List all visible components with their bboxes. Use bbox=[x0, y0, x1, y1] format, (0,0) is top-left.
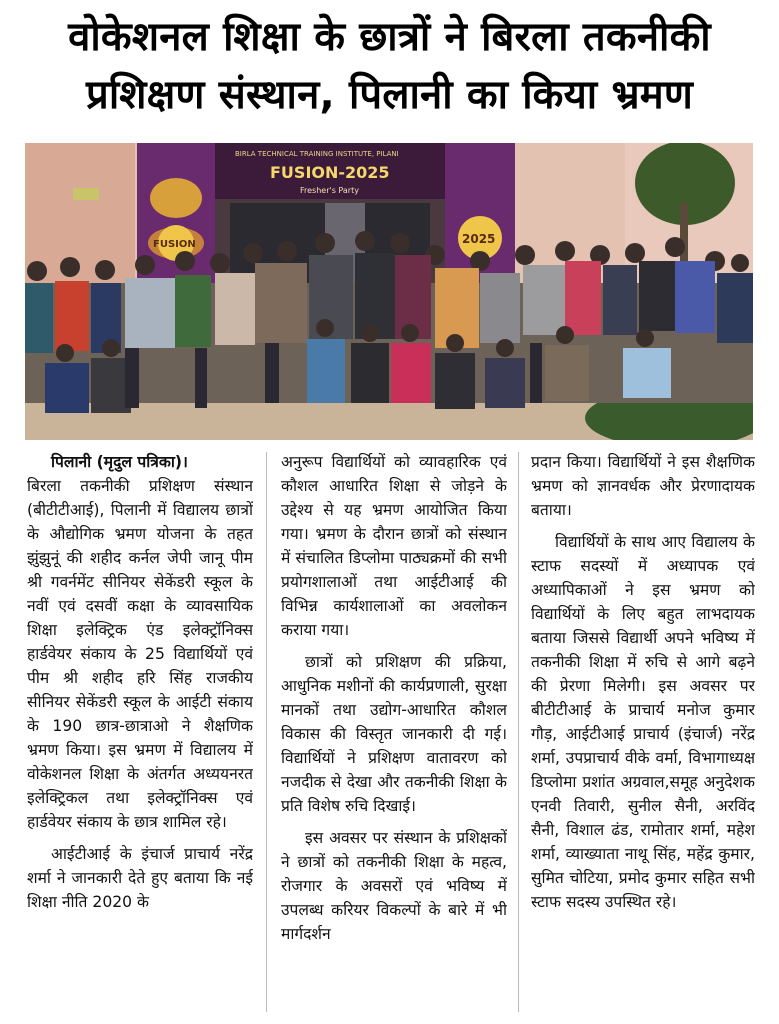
dateline: पिलानी (मृदुल पत्रिका)। bbox=[51, 453, 188, 471]
col1-paragraph-2: आईटीआई के इंचार्ज प्राचार्य नरेंद्र शर्मा ने जानकारी देते हुए बताया कि नई शिक्षा नीति 2020 के bbox=[27, 845, 253, 911]
col1-paragraph-1: बिरला तकनीकी प्रशिक्षण संस्थान (बीटीटीआई), पिलानी में विद्यालय छात्रों के औद्योगिक भ्रमण योजना के तहत झुंझुनूं की शहीद कर्नल जेपी जानू पीम श्री गवर्नमेंट सीनियर सेकेंडरी स्कूल के नवीं एवं दसवीं कक्षा के व्यावसायिक शिक्षा इलेक्ट्रिक एंड इलेक्ट्रॉनिक्स हार्डवेयर संकाय के 25 विद्यार्थियों एवं पीम श्री शहीद हरि सिंह राजकीय सीनियर सेकेंडरी स्कूल के आईटी संकाय के 190 छात्र-छात्राओ ने शैक्षणिक भ्रमण किया। इस भ्रमण में विद्यालय में वोकेशनल शिक्षा के अंतर्गत अध्ययनरत इलेक्ट्रिकल तथा इलेक्ट्रॉनिक्स एवं हार्डवेयर संकाय के छात्र शामिल रहे। bbox=[27, 477, 253, 831]
headline-line-1: वोकेशनल शिक्षा के छात्रों ने बिरला तकनीकी bbox=[68, 14, 711, 60]
col2-paragraph-3: इस अवसर पर संस्थान के प्रशिक्षकों ने छात्रों को तकनीकी शिक्षा के महत्व, रोजगार के अवसरों एवं भविष्य में उपलब्ध करियर विकल्पों के बारे में भी मार्गदर्शन bbox=[281, 829, 507, 943]
sign-sub-text: Fresher's Party bbox=[300, 186, 359, 195]
banner-left-text: FUSION bbox=[153, 239, 196, 250]
article-column-3 bbox=[531, 450, 755, 1020]
col3-paragraph-2: विद्यार्थियों के साथ आए विद्यालय के स्टाफ सदस्यों में अध्यापक एवं अध्यापिकाओं ने इस भ्रमण को विद्यार्थियों के लिए बहुत लाभदायक बताया जिससे विद्यार्थी अपने भविष्य में तकनीकी शिक्षा में रुचि से आगे बढ़ने की प्रेरणा मिलेगी। इस अवसर पर बीटीटीआई के प्राचार्य मनोज कुमार गौड़, आईटीआई प्राचार्य (इंचार्ज) नरेंद्र शर्मा, उपप्राचार्य वीके वर्मा, विभागाध्यक्ष डिप्लोमा प्रशांत अग्रवाल,समूह अनुदेशक एनवी तिवारी, सुनील सैनी, अरविंद सैनी, विशाल ढंड, रामोतार शर्मा, महेश शर्मा, व्याख्याता नाथू सिंह, महेंद्र कुमार, सुमित चोटिया, प्रमोद कुमार सहित सभी स्टाफ सदस्य उपस्थित रहे। bbox=[531, 533, 755, 911]
article-column-2 bbox=[281, 450, 507, 1020]
article-column-1 bbox=[27, 450, 253, 1020]
col2-paragraph-2: छात्रों को प्रशिक्षण की प्रक्रिया, आधुनिक मशीनों की कार्यप्रणाली, सुरक्षा मानकों तथा उद्योग-आधारित कौशल विकास की विस्तृत जानकारी दी गई। विद्यार्थियों ने प्रशिक्षण वातावरण को नजदीक से देखा और तकनीकी शिक्षा के प्रति विशेष रुचि दिखाई। bbox=[281, 653, 507, 815]
headline bbox=[0, 8, 779, 124]
col2-paragraph-1: अनुरूप विद्यार्थियों को व्यावहारिक एवं कौशल आधारित शिक्षा से जोड़ने के उद्देश्य से यह भ्रमण आयोजित किया गया। भ्रमण के दौरान छात्रों को संस्थान में संचालित डिप्लोमा पाठ्यक्रमों की सभी प्रयोगशालाओं तथा आईटीआई की विभिन्न कार्यशालाओं का अवलोकन कराया गया। bbox=[281, 453, 507, 639]
group-photo bbox=[25, 143, 753, 440]
banner-right-text: 2025 bbox=[462, 232, 496, 246]
col3-paragraph-1: प्रदान किया। विद्यार्थियों ने इस शैक्षणिक भ्रमण को ज्ञानवर्धक और प्रेरणादायक बताया। bbox=[531, 453, 755, 519]
headline-line-2: प्रशिक्षण संस्थान, पिलानी का किया भ्रमण bbox=[85, 72, 694, 118]
sign-main-text: FUSION-2025 bbox=[270, 163, 390, 182]
sign-top-text: BIRLA TECHNICAL TRAINING INSTITUTE, PILANI bbox=[235, 150, 399, 158]
column-rule-2 bbox=[518, 452, 519, 1012]
column-rule-1 bbox=[266, 452, 267, 1012]
